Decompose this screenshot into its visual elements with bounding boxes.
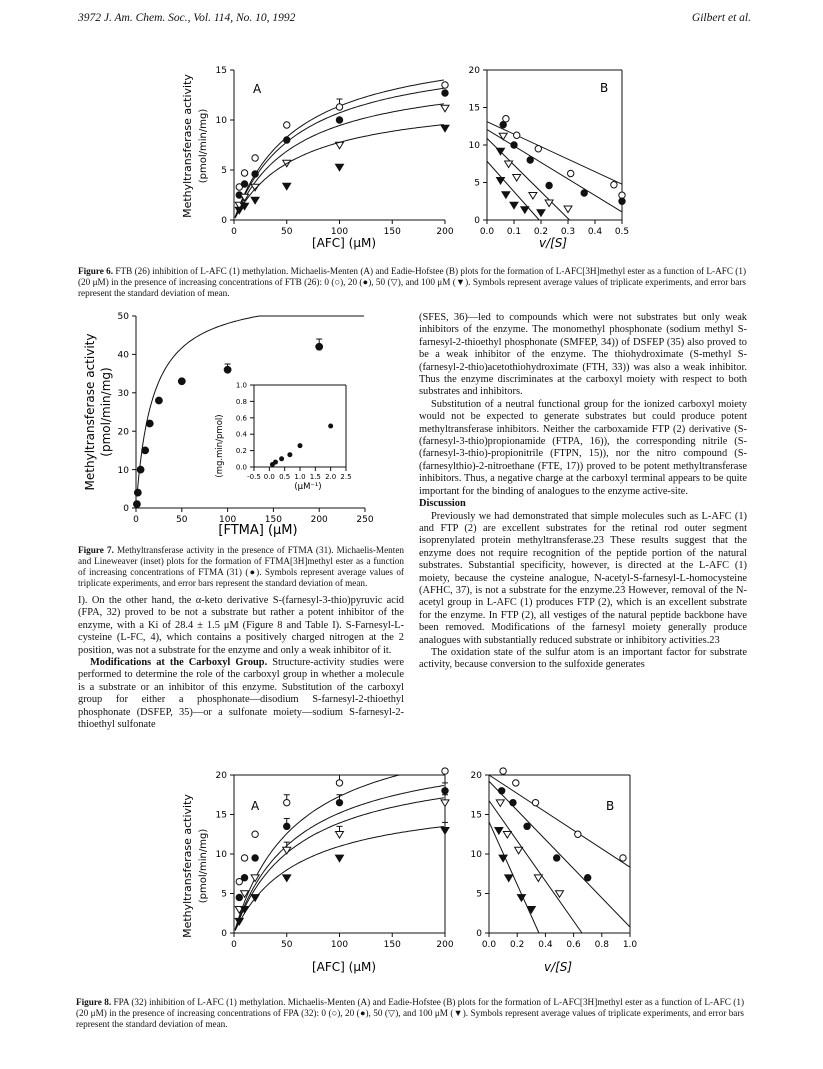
fig8-caption-text: FPA (32) inhibition of L-AFC (1) methylation. Michaelis-Menten (A) and Eadie-Hofstee (B) plots for the formation of L-AFC[3H]methyl ester as a function of L-AFC (1) (20 μM) in the presence of increasing concentrations of FPA (32): 0 (○), 20 (●), 50 (▽), and 100 μM (▼). Symbols represent average values of triplicate experiments, and error bars represent the standard deviation of mean. (76, 997, 744, 1029)
fig8A-data-point (241, 855, 247, 861)
fig8B-data-point (585, 875, 591, 881)
fig8B-data-point (532, 799, 538, 805)
fig6A-y-tick-label: 0 (221, 216, 227, 227)
right-para-3: Previously we had demonstrated that simple molecules such as L-AFC (1) and FTP (2) are excellent substrates for the retinal rod outer segment isoprenylated protein methyltransferase.23 These results suggest that the enzyme does not require recognition of the peptide portion of the natural substrates. Substantial specificity, however, is directed at the L-AFC (1) moiety, because the cysteine analogue, N-acetyl-S-farnesyl-L-homocysteine (AFHC, 37), is not a substrate for the enzyme.23 However, removal of the N-acetyl group in L-AFC (1) produces FTP (2), which is an excellent substrate for the enzyme. In FTP (2), all vestiges of the natural peptide backbone have been removed. Modifications of the farnesyl moiety generally produce analogues with substantially reduced substrate or inhibitory activities.23 (419, 510, 747, 646)
fig8A-data-point (336, 855, 344, 862)
fig8B-x-tick-label: 0.4 (538, 940, 553, 950)
left-para-2-text: Structure-activity studies were performed to determine the role of the carboxyl group in whether a molecule is a substrate or an inhibitor of this enzyme. Substitution of the carboxyl group for either a phosphonate—disodium S-farnesyl-2-thioethyl phosphonate (DSFEP, 35)—or a sulfonate moiety—sodium S-farnesyl-2-thioethyl sulfonate (78, 657, 404, 731)
fig8A-data-point (252, 855, 258, 861)
fig8A-data-point (336, 831, 344, 838)
fig8B-y-tick-label: 10 (470, 850, 482, 861)
fig8B-y-tick-label: 5 (476, 889, 482, 900)
fig6A-x-tick-label: 150 (383, 227, 401, 237)
fig7-inset-y-tick-label: 0.8 (235, 397, 247, 406)
fig6-xlabel-b: v/[S] (538, 236, 568, 250)
fig8-ylabel: Methyltransferase activity (181, 794, 194, 938)
fig7-inset-x-tick-label: 2.0 (325, 473, 337, 481)
right-para-2: Substitution of a neutral functional group for the ionized carboxyl moiety would not be expected to generate substrates but could produce potent methyltransferase inhibitors. Neither the carboxamide FTP (2) derivative (S-(farnesyl-3-thio)propionamide (FTPA, 16)), the corresponding nitrile (S-(farnesyl-3-thio)-propionitrile (FTPN, 15)), nor the nitro compound (S-(farnesylthio)-2-nitroethane (FTE, 17)) proved to be potent methyltransferase inhibitors. Thus, a negative charge at the carboxyl terminal appears to be quite important for the binding of analogues to the enzyme active-site. (419, 398, 747, 497)
fig8B-x-tick-label: 0.0 (481, 940, 497, 950)
fig8B-data-point (620, 855, 626, 861)
fig6-caption-text: FTB (26) inhibition of L-AFC (1) methylation. Michaelis-Menten (A) and Eadie-Hofstee (B) plots for the formation of L-AFC[3H]methyl ester as a function of L-AFC (1) (20 μM) in the presence of increasing concentrations of FTB (26): 0 (○), 20 (●), 50 (▽), and 100 μM (▼). Symbols represent average values of triplicate experiments, and error bars represent the standard deviation of mean. (78, 266, 746, 298)
fig8A-x-tick-label: 150 (383, 940, 401, 950)
fig8B-data-point (505, 875, 513, 882)
running-header-right: Gilbert et al. (691, 12, 751, 24)
fig7-y-tick-label: 40 (117, 350, 129, 361)
fig7-inset-y-tick-label: 0.2 (235, 447, 247, 456)
fig6A-y-tick-label: 5 (221, 166, 227, 177)
fig8A-fit-curve-2 (235, 798, 444, 930)
fig6B-x-tick-label: 0.1 (506, 227, 522, 237)
fig6B-x-tick-label: 0.2 (533, 227, 549, 237)
fig6B-y-tick-label: 0 (474, 216, 480, 227)
fig8A-x-tick-label: 200 (436, 940, 454, 950)
fig7-y-tick-label: 30 (117, 388, 129, 399)
fig8A-data-point (441, 800, 449, 807)
fig8A-data-point (442, 788, 448, 794)
fig8B-fit-line-0 (489, 775, 630, 867)
fig7-y-tick-label: 10 (117, 465, 129, 476)
fig8B-y-tick-label: 0 (476, 929, 482, 940)
fig6B-x-tick-label: 0.4 (587, 227, 603, 237)
fig6A-x-tick-label: 100 (330, 227, 349, 237)
fig7-ylabel: Methyltransferase activity (83, 333, 97, 491)
fig8A-y-tick-label: 0 (221, 929, 227, 940)
fig6-panel-b: B (600, 81, 609, 95)
fig7-inset-x-tick-label: 2.5 (340, 473, 352, 481)
fig8B-data-point (534, 875, 542, 882)
fig6B-y-tick-label: 20 (468, 66, 480, 77)
fig8A-data-point (252, 831, 258, 837)
fig8A-x-tick-label: 50 (281, 940, 293, 950)
fig7-x-tick-label: 200 (310, 515, 328, 525)
fig8B-data-point (575, 831, 581, 837)
fig8A-x-tick-label: 100 (330, 940, 349, 950)
fig7-x-tick-label: 100 (219, 515, 237, 525)
fig7-inset-y-tick-label: 1.0 (235, 381, 247, 390)
fig6-yunit: (pmol/min/mg) (198, 108, 209, 184)
fig6B-x-tick-label: 0.5 (614, 227, 630, 237)
fig8A-data-point (236, 894, 242, 900)
fig8B-fit-line-3 (489, 822, 539, 933)
fig8A-y-tick-label: 10 (215, 850, 227, 861)
fig7-inset-x-tick-label: -0.5 (247, 473, 261, 481)
fig6-ylabel: Methyltransferase activity (181, 74, 194, 218)
fig8A-fit-curve-3 (235, 827, 444, 931)
left-para-1: I). On the other hand, the α-keto derivative S-(farnesyl-3-thio)pyruvic acid (FPA, 32) proved to be not a substrate but rather a potent inhibitor of the enzyme, with a Ki of 28.4 ± 1.5 μM (Figure 8 and Table I). S-Farnesyl-L-cysteine (L-FC, 4), which contains a positively charged nitrogen at the 2 position, was not a substrate for the enzyme and only a weak inhibitor of it. (78, 595, 404, 656)
fig6B-y-tick-label: 10 (468, 141, 480, 152)
fig8A-y-tick-label: 20 (215, 771, 227, 782)
fig8A-data-point (283, 875, 291, 882)
fig7-caption-text: Methyltransferase activity in the presence of FTMA (31). Michaelis-Menten and Lineweaver (inset) plots for the formation of FTMA[3H]methyl ester as a function of increasing concentrations of FTMA (31) (●). Symbols represent average values of triplicate experiments, and error bars represent the standard deviation of mean. (78, 545, 405, 588)
fig7-inset-xlabel: (μM⁻¹) (294, 482, 322, 492)
fig8B-data-point (500, 768, 506, 774)
fig8-panel-b: B (606, 799, 615, 813)
fig8B-data-point (515, 847, 523, 854)
fig8B-y-tick-label: 15 (470, 810, 482, 821)
fig6B-x-tick-label: 0.0 (479, 227, 495, 237)
fig8A-data-point (284, 823, 290, 829)
fig7-x-tick-label: 150 (264, 515, 282, 525)
fig6A-x-tick-label: 50 (281, 227, 293, 237)
fig8-caption-label: Figure 8. (76, 997, 112, 1007)
fig6-panel-a: A (253, 82, 262, 96)
fig8A-data-point (284, 799, 290, 805)
fig6-xlabel-a: [AFC] (μM) (311, 236, 377, 250)
section-head-carboxyl: Modifications at the Carboxyl Group. (90, 657, 268, 669)
fig7-inset-y-tick-label: 0.4 (235, 430, 247, 439)
fig8A-data-point (336, 780, 342, 786)
fig7-caption-label: Figure 7. (78, 545, 114, 555)
fig8B-x-tick-label: 0.6 (566, 940, 581, 950)
fig7-inset-y-tick-label: 0.6 (235, 414, 247, 423)
fig7-y-tick-label: 50 (117, 312, 129, 323)
fig8B-data-point (496, 800, 504, 807)
fig7-yunit: (pmol/min/mg) (99, 367, 113, 457)
fig7-inset-x-tick-label: 1.0 (294, 473, 306, 481)
right-para-1: (SFES, 36)—led to compounds which were not substrates but only weak inhibitors of the enzyme. The monomethyl phosphonate (sodium methyl S-farnesyl-2-thioethyl phosphonate (SMFEP, 34)) of DSFEP (35) also proved to be a weak inhibitor of the enzyme. The thiohydroximate (S-methyl S-(farnesyl-2-thio)acetothiohydroximate (FTH, 33)) was also a weak inhibitor. Thus the enzyme discriminates at the carboxyl moiety with respect to both substrates and inhibitors. (419, 312, 747, 398)
fig8-xlabel-b: v/[S] (543, 960, 573, 974)
fig7-xlabel: [FTMA] (μM) (218, 523, 298, 538)
fig6B-x-tick-label: 0.3 (560, 227, 576, 237)
fig6B-y-tick-label: 15 (468, 103, 480, 114)
fig6-caption-label: Figure 6. (78, 266, 114, 276)
fig8A-data-point (241, 875, 247, 881)
fig7-x-tick-label: 50 (176, 515, 188, 525)
fig8B-data-point (524, 823, 530, 829)
fig8A-data-point (441, 828, 449, 835)
fig8B-data-point (495, 828, 503, 835)
fig8A-y-tick-label: 5 (221, 889, 227, 900)
fig8B-x-tick-label: 1.0 (622, 940, 638, 950)
fig8-xlabel-a: [AFC] (μM) (311, 960, 377, 974)
fig6A-y-tick-label: 15 (215, 66, 227, 77)
running-header-left: 3972 J. Am. Chem. Soc., Vol. 114, No. 10, 1992 (78, 12, 296, 24)
fig6B-y-tick-label: 5 (474, 178, 480, 189)
fig8-caption (76, 997, 744, 1030)
fig6A-x-tick-label: 0 (231, 227, 237, 237)
fig8B-x-tick-label: 0.2 (510, 940, 525, 950)
fig6A-x-tick-label: 200 (436, 227, 454, 237)
fig7-inset-ylabel: (mg.min/pmol) (215, 414, 225, 478)
fig8A-data-point (336, 799, 342, 805)
discussion-heading: Discussion (419, 498, 466, 510)
fig8B-data-point (510, 799, 516, 805)
fig8B-data-point (513, 780, 519, 786)
fig8-panel-a: A (251, 799, 260, 813)
right-para-4: The oxidation state of the sulfur atom is an important factor for substrate activity, because conversion to the sulfoxide generates (419, 646, 747, 671)
fig8B-data-point (503, 831, 511, 838)
fig8B-y-tick-label: 20 (470, 771, 482, 782)
fig7-inset-x-tick-label: 1.5 (309, 473, 321, 481)
fig8B-fit-line-2 (489, 801, 582, 933)
fig8B-data-point (553, 855, 559, 861)
fig8B-data-point (498, 788, 504, 794)
fig8A-x-tick-label: 0 (231, 940, 237, 950)
fig7-inset-x-tick-label: 0.0 (263, 473, 275, 481)
fig8B-x-tick-label: 0.8 (594, 940, 609, 950)
fig6A-y-tick-label: 10 (215, 116, 227, 127)
fig7-y-tick-label: 0 (123, 504, 129, 515)
fig7-inset-y-tick-label: 0.0 (235, 463, 247, 472)
fig7-inset-x-tick-label: 0.5 (279, 473, 291, 481)
fig8A-y-tick-label: 15 (215, 810, 227, 821)
fig8A-data-point (251, 895, 259, 902)
fig7-x-tick-label: 250 (356, 515, 374, 525)
fig7-y-tick-label: 20 (117, 427, 129, 438)
fig8A-data-point (442, 768, 448, 774)
fig7-x-tick-label: 0 (133, 515, 139, 525)
fig8-yunit: (pmol/min/mg) (198, 828, 209, 904)
